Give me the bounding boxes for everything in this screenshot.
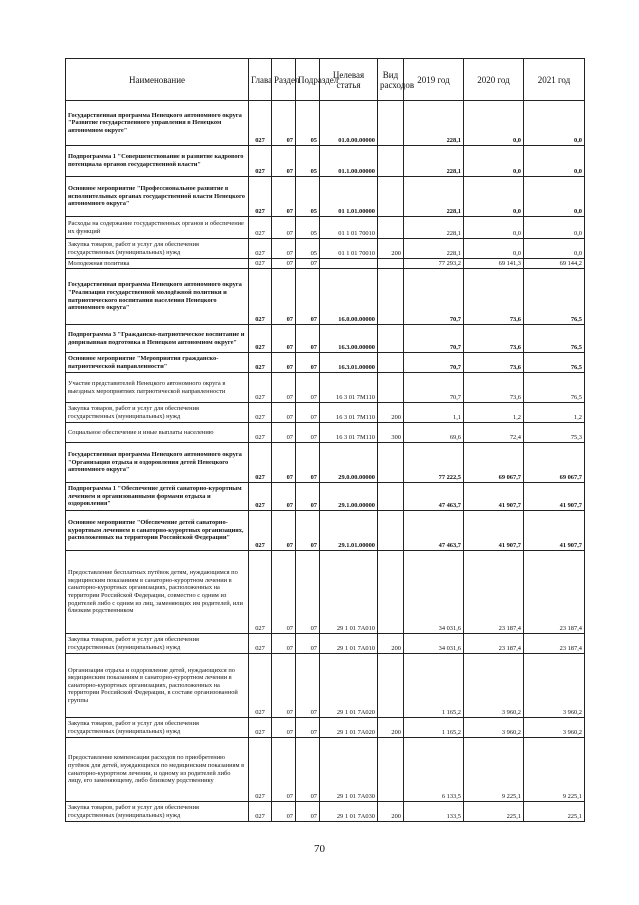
cell-y2019: 47 463,7 [404,483,464,511]
cell-glava: 027 [249,269,272,325]
cell-glava: 027 [249,259,272,269]
cell-y2021: 23 187,4 [524,551,585,634]
cell-target: 29.1.00.00000 [320,483,378,511]
cell-y2020: 41 907,7 [464,511,524,551]
cell-y2020: 0,0 [464,239,524,259]
cell-target: 01.0.00.00000 [320,101,378,146]
cell-y2019: 228,1 [404,101,464,146]
cell-podr: 07 [296,269,320,325]
cell-vid [378,217,404,239]
cell-glava: 027 [249,634,272,654]
cell-podr: 07 [296,802,320,822]
cell-y2021: 69 067,7 [524,443,585,483]
cell-y2021: 76,5 [524,269,585,325]
cell-y2019: 34 031,6 [404,551,464,634]
cell-vid [378,511,404,551]
cell-razdel: 07 [272,423,296,443]
cell-y2021: 0,0 [524,217,585,239]
cell-name: Основное мероприятие "Профессиональное развитие в исполнительных органах государственной власти Ненецкого автономного округа" [66,177,249,217]
table-row [66,443,585,483]
cell-podr: 07 [296,423,320,443]
cell-vid [378,443,404,483]
cell-glava: 027 [249,403,272,423]
cell-target: 29 1 01 7А010 [320,634,378,654]
cell-glava: 027 [249,443,272,483]
cell-glava: 027 [249,325,272,353]
cell-target: 29 1 01 7А030 [320,802,378,822]
cell-y2020: 3 960,2 [464,654,524,718]
cell-y2020: 225,1 [464,802,524,822]
cell-y2020: 0,0 [464,177,524,217]
budget-table-sheet [65,58,584,822]
cell-target: 29.0.00.00000 [320,443,378,483]
cell-podr: 07 [296,718,320,738]
cell-y2020: 23 187,4 [464,551,524,634]
cell-razdel: 07 [272,217,296,239]
cell-y2020: 73,6 [464,325,524,353]
table-row [66,269,585,325]
cell-name: Молодежная политика [66,259,249,269]
cell-target: 29 1 01 7А020 [320,654,378,718]
cell-razdel: 07 [272,269,296,325]
cell-name: Государственная программа Ненецкого автономного округа "Организация отдыха и оздоровления детей Ненецкого автономного округа" [66,443,249,483]
cell-y2021: 0,0 [524,177,585,217]
cell-glava: 027 [249,511,272,551]
cell-vid: 300 [378,423,404,443]
cell-vid: 200 [378,403,404,423]
cell-y2019: 228,1 [404,239,464,259]
table-row [66,325,585,353]
table-row [66,718,585,738]
cell-podr: 07 [296,511,320,551]
cell-y2020: 72,4 [464,423,524,443]
cell-y2020: 0,0 [464,146,524,177]
cell-name: Подпрограмма 3 "Гражданско-патриотическое воспитание и допризывная подготовка в Ненецком автономном округе" [66,325,249,353]
cell-glava: 027 [249,101,272,146]
header-2021: 2021 год [524,59,585,101]
cell-y2019: 77 222,5 [404,443,464,483]
cell-y2019: 228,1 [404,146,464,177]
cell-y2021: 3 960,2 [524,654,585,718]
table-row [66,423,585,443]
cell-vid [378,738,404,802]
header-2020: 2020 год [464,59,524,101]
cell-glava: 027 [249,654,272,718]
header-podrazdel: Подраздел [296,59,320,101]
cell-y2021: 9 225,1 [524,738,585,802]
cell-y2021: 76,5 [524,325,585,353]
cell-target: 01 1.01.00000 [320,177,378,217]
cell-y2019: 1,1 [404,403,464,423]
cell-y2020: 3 960,2 [464,718,524,738]
cell-podr: 07 [296,325,320,353]
cell-y2021: 41 907,7 [524,483,585,511]
cell-razdel: 07 [272,802,296,822]
cell-name: Расходы на содержание государственных органов и обеспечение их функций [66,217,249,239]
page-number: 70 [314,843,325,855]
cell-y2020: 0,0 [464,101,524,146]
cell-name: Подпрограмма 1 "Обеспечение детей санаторно-курортным лечением и организованными формами отдыха и оздоровления" [66,483,249,511]
cell-y2019: 70,7 [404,269,464,325]
cell-y2020: 73,6 [464,373,524,403]
cell-podr: 07 [296,654,320,718]
cell-vid: 200 [378,802,404,822]
cell-podr: 07 [296,738,320,802]
cell-glava: 027 [249,239,272,259]
table-row [66,738,585,802]
cell-razdel: 07 [272,101,296,146]
table-row [66,654,585,718]
cell-y2021: 0,0 [524,239,585,259]
cell-name: Предоставление компенсации расходов по приобретению путёвок для детей, нуждающихся по медицинским показаниям в санаторно-курортном лечении, и одному из родителей либо лицу, его заменяющему, либо близкому родственнику [66,738,249,802]
cell-glava: 027 [249,177,272,217]
cell-podr: 05 [296,217,320,239]
cell-name: Закупка товаров, работ и услуг для обеспечения государственных (муниципальных) нужд [66,634,249,654]
cell-target: 29 1 01 7А030 [320,738,378,802]
cell-glava: 027 [249,718,272,738]
cell-podr: 05 [296,101,320,146]
header-vid: Вид расходов [378,59,404,101]
cell-vid: 200 [378,239,404,259]
cell-glava: 027 [249,483,272,511]
cell-y2020: 69 067,7 [464,443,524,483]
cell-y2019: 47 463,7 [404,511,464,551]
cell-name: Закупка товаров, работ и услуг для обеспечения государственных (муниципальных) нужд [66,239,249,259]
cell-vid [378,269,404,325]
cell-target [320,259,378,269]
cell-name: Основное мероприятие "Обеспечение детей санаторно-курортным лечением в санаторно-курортных организациях, расположенных на территории Российской Федерации" [66,511,249,551]
cell-y2021: 76,5 [524,373,585,403]
table-row [66,353,585,373]
cell-name: Закупка товаров, работ и услуг для обеспечения государственных (муниципальных) нужд [66,718,249,738]
cell-razdel: 07 [272,738,296,802]
cell-glava: 027 [249,146,272,177]
cell-target: 16.0.00.00000 [320,269,378,325]
cell-vid [378,483,404,511]
cell-podr: 07 [296,259,320,269]
cell-razdel: 07 [272,146,296,177]
cell-y2019: 1 165,2 [404,718,464,738]
cell-y2019: 6 133,5 [404,738,464,802]
cell-y2019: 1 165,2 [404,654,464,718]
cell-y2021: 0,0 [524,146,585,177]
cell-razdel: 07 [272,325,296,353]
cell-vid [378,325,404,353]
cell-y2021: 1,2 [524,403,585,423]
cell-target: 16 3 01 7М110 [320,373,378,403]
cell-y2021: 23 187,4 [524,634,585,654]
cell-target: 01.1.00.00000 [320,146,378,177]
table-row [66,802,585,822]
cell-name: Закупка товаров, работ и услуг для обеспечения государственных (муниципальных) нужд [66,802,249,822]
cell-razdel: 07 [272,443,296,483]
cell-y2021: 225,1 [524,802,585,822]
cell-name: Подпрограмма 1 "Совершенствование и развитие кадрового потенциала органов государственной власти" [66,146,249,177]
cell-y2019: 228,1 [404,217,464,239]
cell-podr: 07 [296,373,320,403]
cell-razdel: 07 [272,403,296,423]
cell-y2021: 41 907,7 [524,511,585,551]
cell-razdel: 07 [272,718,296,738]
cell-glava: 027 [249,353,272,373]
cell-y2020: 73,6 [464,269,524,325]
cell-glava: 027 [249,217,272,239]
cell-podr: 07 [296,551,320,634]
cell-podr: 07 [296,443,320,483]
cell-podr: 05 [296,239,320,259]
cell-vid [378,353,404,373]
table-row [66,511,585,551]
cell-vid [378,551,404,634]
cell-y2020: 0,0 [464,217,524,239]
table-row [66,634,585,654]
cell-y2019: 70,7 [404,373,464,403]
cell-podr: 07 [296,483,320,511]
cell-y2020: 23 187,4 [464,634,524,654]
cell-target: 16 3 01 7М110 [320,423,378,443]
cell-podr: 07 [296,403,320,423]
cell-target: 29.1.01.00000 [320,511,378,551]
table-row [66,551,585,634]
cell-y2019: 133,5 [404,802,464,822]
cell-razdel: 07 [272,483,296,511]
cell-name: Государственная программа Ненецкого автономного округа "Реализация государственной молодёжной политики и патриотического воспитания населения Ненецкого автономного округа" [66,269,249,325]
cell-razdel: 07 [272,373,296,403]
cell-target: 16.3.01.00000 [320,353,378,373]
cell-y2021: 76,5 [524,353,585,373]
table-body [66,101,585,822]
cell-vid [378,177,404,217]
table-row [66,483,585,511]
cell-y2020: 9 225,1 [464,738,524,802]
cell-target: 29 1 01 7А020 [320,718,378,738]
cell-target: 01 1 01 70010 [320,239,378,259]
cell-podr: 05 [296,146,320,177]
cell-glava: 027 [249,802,272,822]
cell-podr: 05 [296,177,320,217]
cell-podr: 07 [296,353,320,373]
cell-y2021: 75,3 [524,423,585,443]
header-target: Целевая статья [320,59,378,101]
cell-target: 29 1 01 7А010 [320,551,378,634]
cell-razdel: 07 [272,239,296,259]
table-row [66,239,585,259]
cell-razdel: 07 [272,511,296,551]
table-row [66,177,585,217]
cell-y2019: 70,7 [404,325,464,353]
table-header-row [66,59,585,101]
cell-vid [378,101,404,146]
cell-glava: 027 [249,551,272,634]
cell-target: 16 3 01 7М110 [320,403,378,423]
header-name: Наименование [66,59,249,101]
cell-y2019: 77 293,2 [404,259,464,269]
cell-razdel: 07 [272,634,296,654]
cell-razdel: 07 [272,551,296,634]
cell-y2021: 69 144,2 [524,259,585,269]
cell-name: Закупка товаров, работ и услуг для обеспечения государственных (муниципальных) нужд [66,403,249,423]
budget-table [65,58,585,822]
cell-y2020: 69 141,3 [464,259,524,269]
cell-target: 01 1 01 70010 [320,217,378,239]
header-2019: 2019 год [404,59,464,101]
header-razdel: Раздел [272,59,296,101]
table-row [66,259,585,269]
cell-y2021: 3 960,2 [524,718,585,738]
table-row [66,373,585,403]
cell-razdel: 07 [272,177,296,217]
cell-razdel: 07 [272,259,296,269]
cell-vid [378,146,404,177]
cell-glava: 027 [249,373,272,403]
cell-vid [378,373,404,403]
cell-y2020: 1,2 [464,403,524,423]
cell-vid: 200 [378,718,404,738]
table-row [66,101,585,146]
cell-y2020: 41 907,7 [464,483,524,511]
cell-razdel: 07 [272,353,296,373]
cell-vid: 200 [378,634,404,654]
cell-vid [378,654,404,718]
cell-name: Государственная программа Ненецкого автономного округа "Развитие государственного управления в Ненецком автономном округе" [66,101,249,146]
cell-name: Организация отдыха и оздоровление детей, нуждающихся по медицинским показаниям в санаторно-курортном лечении в санаторно-курортных организациях, расположенных на территории Российской Федерации, в составе организованной группы [66,654,249,718]
cell-podr: 07 [296,634,320,654]
header-glava: Глава [249,59,272,101]
cell-y2019: 70,7 [404,353,464,373]
cell-y2020: 73,6 [464,353,524,373]
table-row [66,403,585,423]
table-row [66,146,585,177]
cell-y2021: 0,0 [524,101,585,146]
table-row [66,217,585,239]
cell-name: Основное мероприятие "Мероприятия гражданско-патриотической направленности" [66,353,249,373]
cell-name: Предоставление бесплатных путёвок детям, нуждающимся по медицинским показаниям в санаторно-курортном лечении в санаторно-курортных организациях, расположенных на территории Российской Федерации, совместно с одним из родителей либо с одним из лиц, заменяющих им родителей, или близким родственником [66,551,249,634]
cell-glava: 027 [249,423,272,443]
cell-vid [378,259,404,269]
cell-y2019: 228,1 [404,177,464,217]
cell-y2019: 34 031,6 [404,634,464,654]
cell-glava: 027 [249,738,272,802]
cell-name: Социальное обеспечение и иные выплаты населению [66,423,249,443]
cell-razdel: 07 [272,654,296,718]
cell-name: Участие представителей Ненецкого автономного округа в выездных мероприятиях патриотической направленности [66,373,249,403]
cell-y2019: 69,6 [404,423,464,443]
cell-target: 16.3.00.00000 [320,325,378,353]
